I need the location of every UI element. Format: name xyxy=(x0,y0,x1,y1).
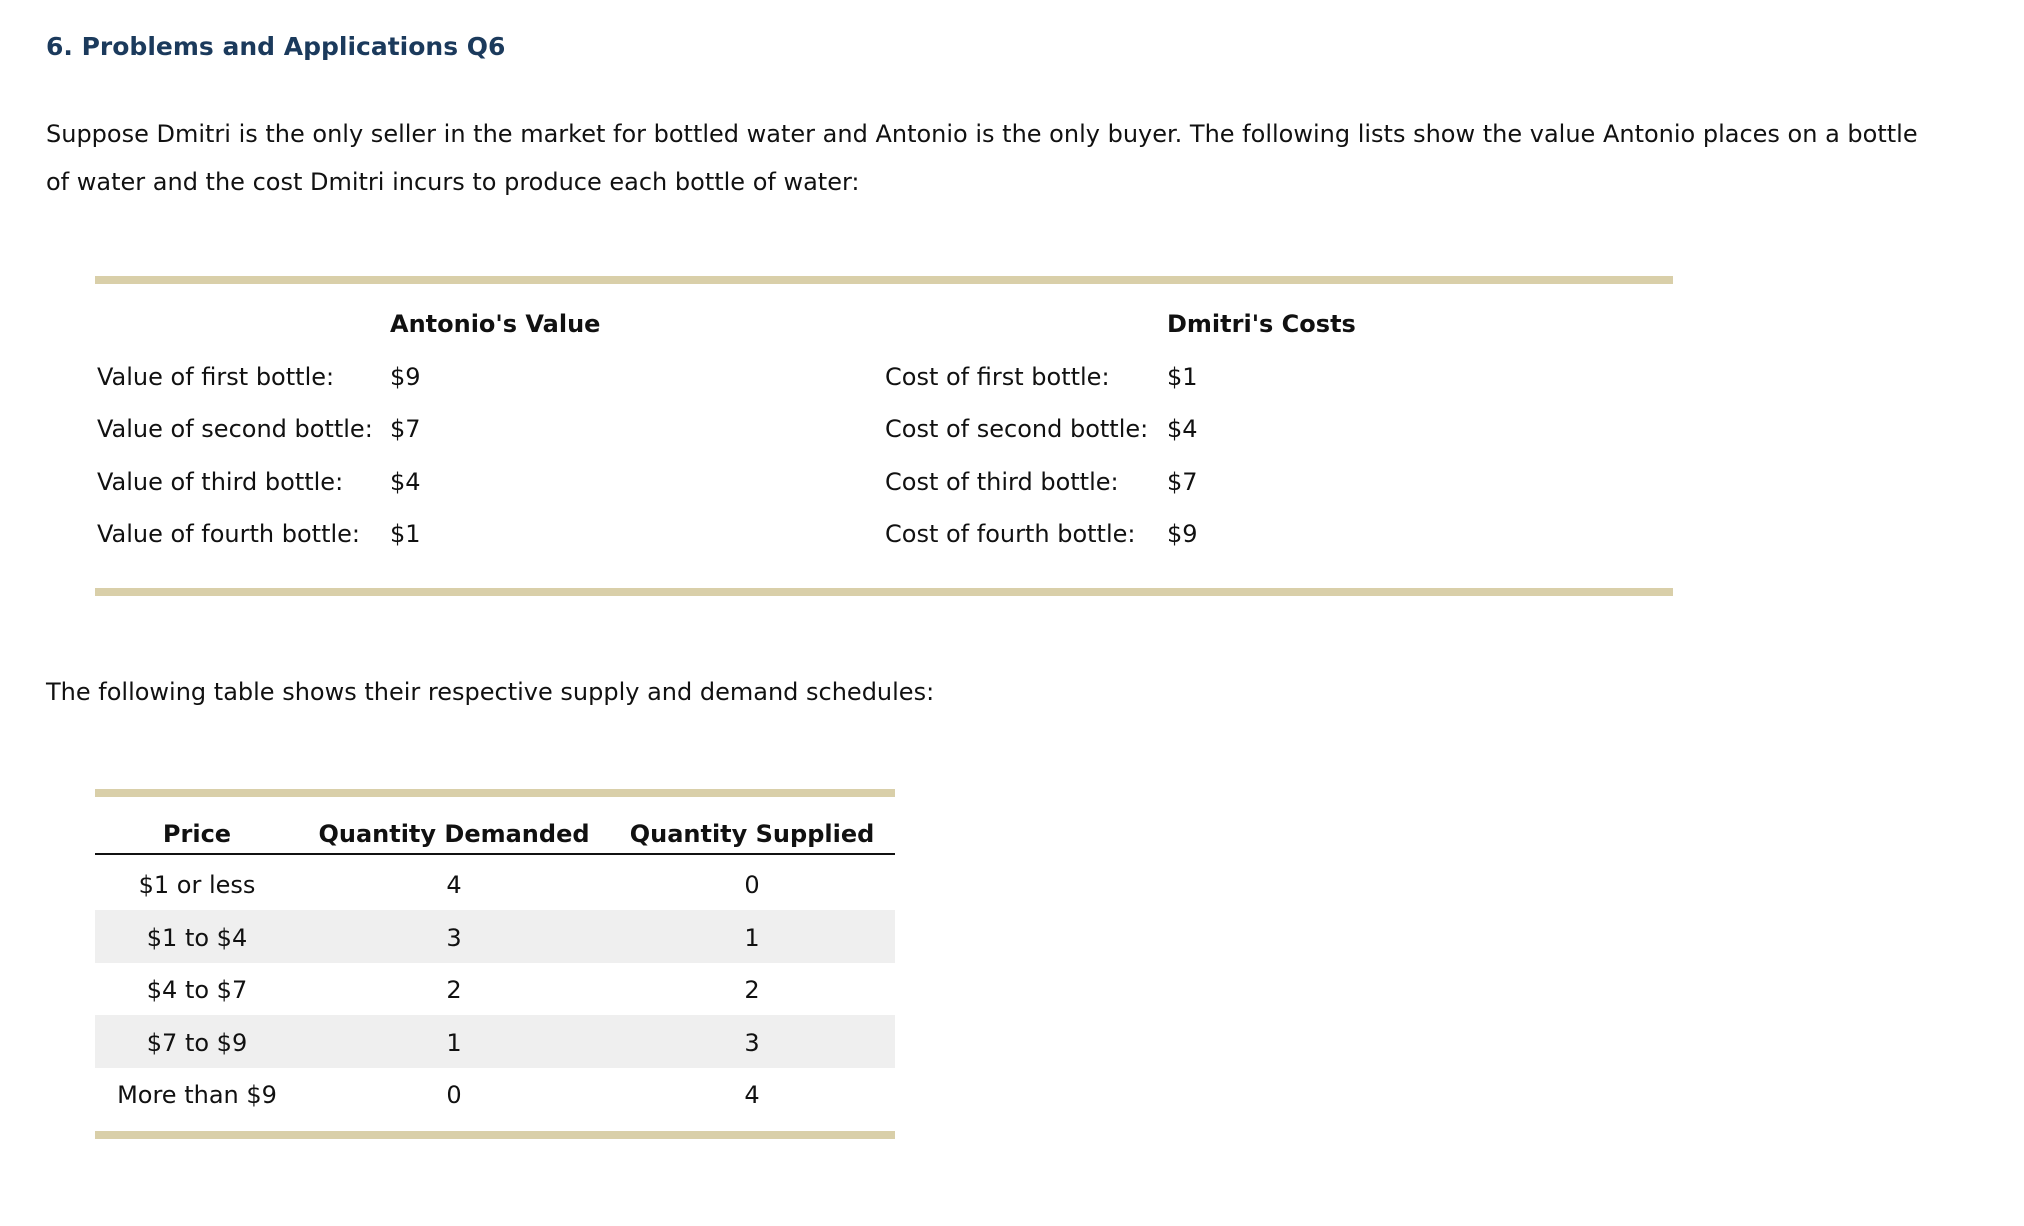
header-quantity-demanded: Quantity Demanded xyxy=(318,820,590,848)
row-2-demanded: 3 xyxy=(446,924,462,952)
dmitri-label-2: Cost of second bottle: xyxy=(885,415,1149,443)
row-4-price: $7 to $9 xyxy=(146,1029,248,1057)
schedule-intro: The following table shows their respective supply and demand schedules: xyxy=(46,678,935,706)
row-2-supplied: 1 xyxy=(744,924,760,952)
schedule-top-rule xyxy=(95,789,895,797)
row-5-price: More than $9 xyxy=(117,1081,277,1109)
row-3-supplied: 2 xyxy=(744,976,760,1004)
row-4-demanded: 1 xyxy=(446,1029,462,1057)
dmitri-label-1: Cost of first bottle: xyxy=(885,363,1110,391)
antonio-value-4: $1 xyxy=(390,520,421,548)
dmitri-value-1: $1 xyxy=(1167,363,1198,391)
antonio-label-4: Value of fourth bottle: xyxy=(97,520,361,548)
row-5-supplied: 4 xyxy=(744,1081,760,1109)
dmitri-label-3: Cost of third bottle: xyxy=(885,468,1119,496)
header-underline xyxy=(95,853,895,855)
row-1-demanded: 4 xyxy=(446,871,462,899)
antonio-label-2: Value of second bottle: xyxy=(97,415,373,443)
lists-top-rule xyxy=(95,276,1673,284)
antonio-label-3: Value of third bottle: xyxy=(97,468,344,496)
row-1-price: $1 or less xyxy=(138,871,256,899)
dmitri-value-3: $7 xyxy=(1167,468,1198,496)
dmitri-heading: Dmitri's Costs xyxy=(1167,310,1356,338)
row-5-demanded: 0 xyxy=(446,1081,462,1109)
intro-paragraph: Suppose Dmitri is the only seller in the market for bottled water and Antonio is the only buyer. The following lists show the value Antonio places on a bottle of water and the cost Dmitri incurs to produce each bottle of water: xyxy=(46,120,1918,196)
antonio-label-1: Value of first bottle: xyxy=(97,363,335,391)
antonio-heading: Antonio's Value xyxy=(390,310,601,338)
antonio-value-2: $7 xyxy=(390,415,421,443)
antonio-value-3: $4 xyxy=(390,468,421,496)
row-4-supplied: 3 xyxy=(744,1029,760,1057)
dmitri-label-4: Cost of fourth bottle: xyxy=(885,520,1136,548)
dmitri-value-4: $9 xyxy=(1167,520,1198,548)
dmitri-value-2: $4 xyxy=(1167,415,1198,443)
header-price: Price xyxy=(162,820,232,848)
lists-bottom-rule xyxy=(95,588,1673,596)
page-title: 6. Problems and Applications Q6 xyxy=(46,32,506,61)
row-2-price: $1 to $4 xyxy=(146,924,248,952)
antonio-value-1: $9 xyxy=(390,363,421,391)
header-quantity-supplied: Quantity Supplied xyxy=(629,820,875,848)
row-3-price: $4 to $7 xyxy=(146,976,248,1004)
row-3-demanded: 2 xyxy=(446,976,462,1004)
schedule-bottom-rule xyxy=(95,1131,895,1139)
row-1-supplied: 0 xyxy=(744,871,760,899)
